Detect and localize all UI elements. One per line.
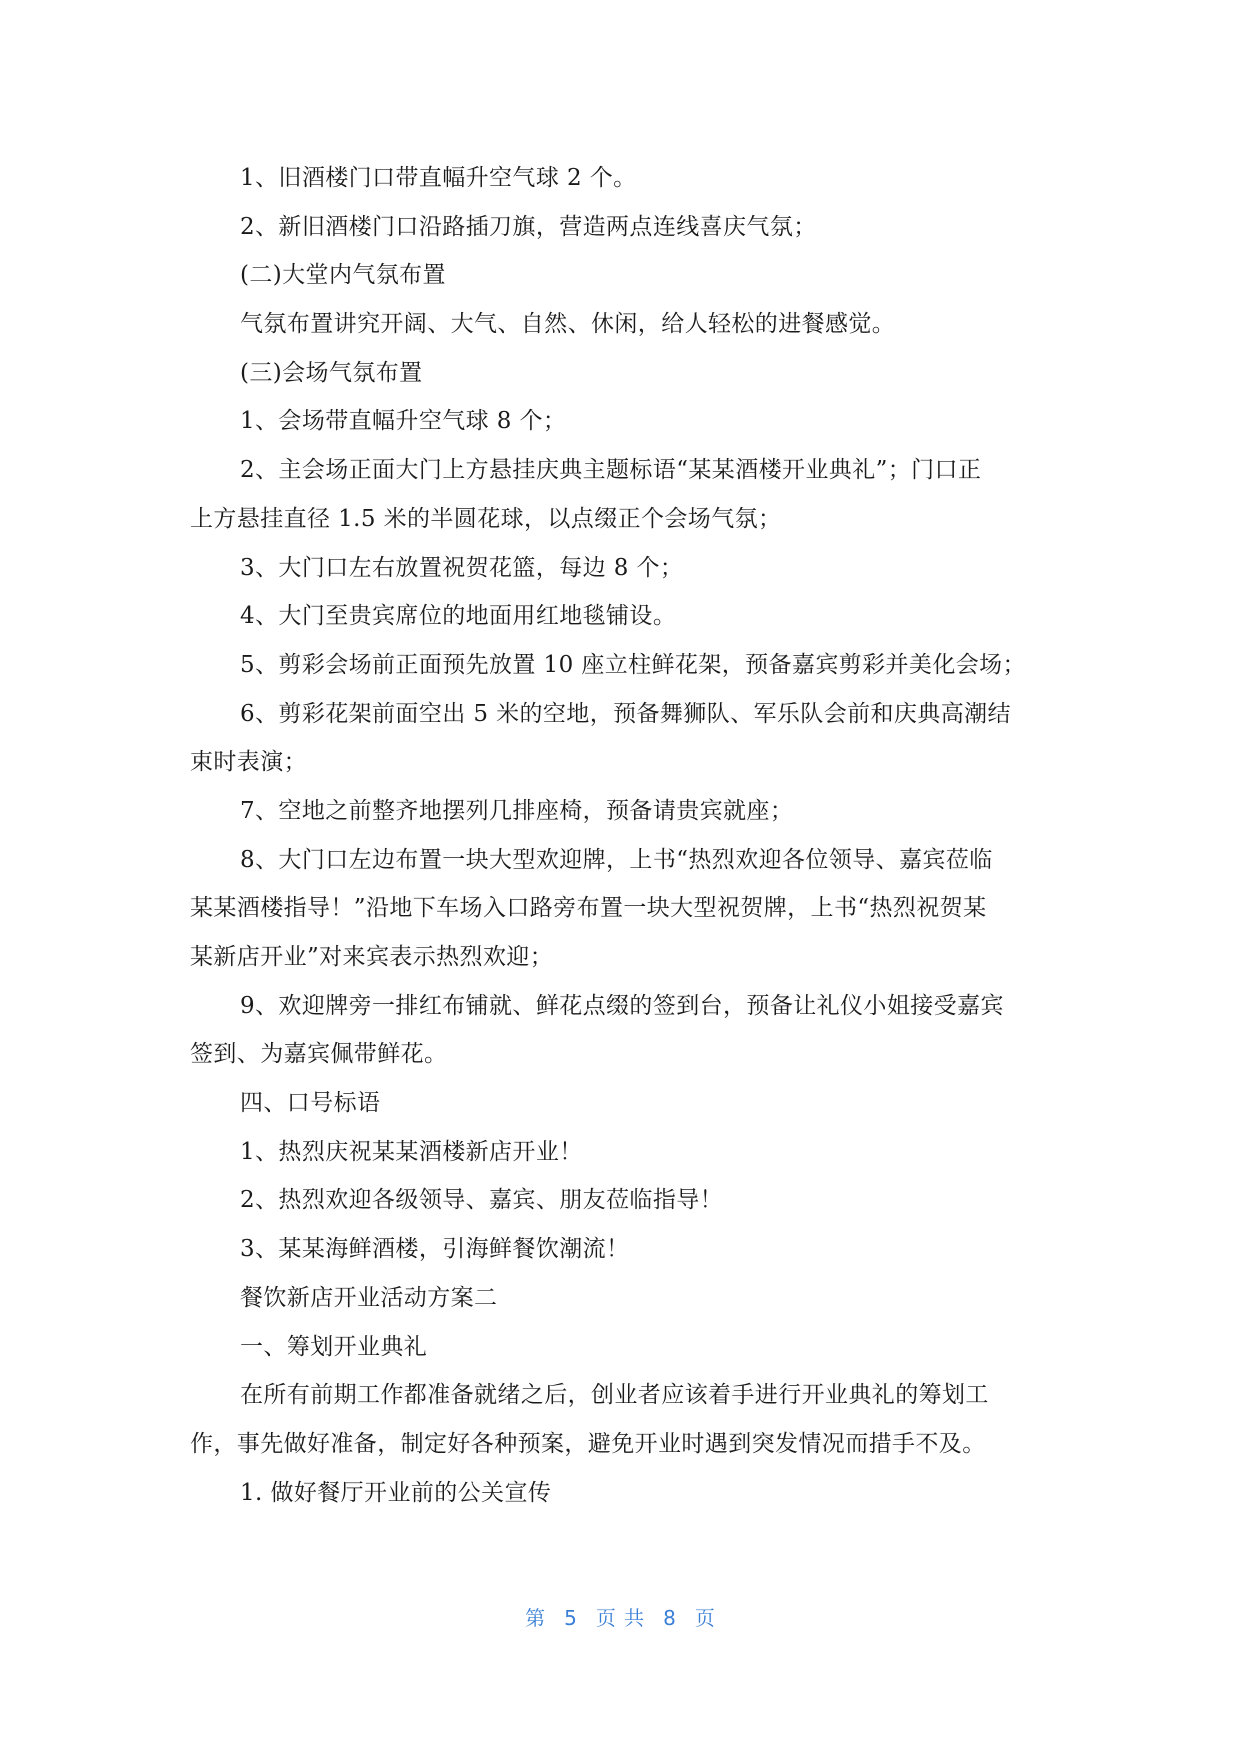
document-line: 束时表演； bbox=[190, 749, 307, 776]
document-line: 4、大门至贵宾席位的地面用红地毯铺设。 bbox=[240, 603, 677, 630]
document-line: 1、热烈庆祝某某酒楼新店开业！ bbox=[240, 1138, 583, 1165]
document-line: 餐饮新店开业活动方案二 bbox=[240, 1284, 498, 1311]
document-line: 9、欢迎牌旁一排红布铺就、鲜花点缀的签到台，预备让礼仪小姐接受嘉宾 bbox=[240, 992, 1004, 1019]
footer-total-pages: 8 bbox=[663, 1606, 677, 1630]
document-line: 签到、为嘉宾佩带鲜花。 bbox=[190, 1041, 448, 1068]
document-line: 2、主会场正面大门上方悬挂庆典主题标语“某某酒楼开业典礼”；门口正 bbox=[240, 457, 982, 484]
document-body bbox=[190, 154, 1052, 1517]
footer-label-pages: 页 bbox=[694, 1606, 716, 1630]
document-line: 2、热烈欢迎各级领导、嘉宾、朋友莅临指导！ bbox=[240, 1187, 724, 1214]
document-line: 1、旧酒楼门口带直幅升空气球 2 个。 bbox=[240, 165, 637, 191]
document-line: 1. 做好餐厅开业前的公关宣传 bbox=[240, 1479, 552, 1506]
document-line: 1、会场带直幅升空气球 8 个； bbox=[240, 408, 567, 435]
document-line: 5、剪彩会场前正面预先放置 10 座立柱鲜花架，预备嘉宾剪彩并美化会场； bbox=[240, 651, 1026, 678]
document-line: 2、新旧酒楼门口沿路插刀旗，营造两点连线喜庆气氛； bbox=[240, 213, 817, 240]
document-line: 在所有前期工作都准备就绪之后，创业者应该着手进行开业典礼的筹划工 bbox=[240, 1382, 989, 1409]
footer-current-page: 5 bbox=[564, 1606, 578, 1630]
footer-label-of: 页 共 bbox=[595, 1606, 646, 1630]
document-line: 气氛布置讲究开阔、大气、自然、休闲，给人轻松的进餐感觉。 bbox=[240, 311, 896, 338]
document-line: 四、口号标语 bbox=[240, 1090, 381, 1117]
document-line: 作，事先做好准备，制定好各种预案，避免开业时遇到突发情况而措手不及。 bbox=[190, 1430, 986, 1457]
document-line: 3、某某海鲜酒楼，引海鲜餐饮潮流！ bbox=[240, 1236, 630, 1263]
document-line: 8、大门口左边布置一块大型欢迎牌，上书“热烈欢迎各位领导、嘉宾莅临 bbox=[240, 846, 993, 873]
document-line: 某某酒楼指导！”沿地下车场入口路旁布置一块大型祝贺牌，上书“热烈祝贺某 bbox=[190, 895, 987, 922]
document-line: 一、筹划开业典礼 bbox=[240, 1333, 428, 1360]
document-line: 3、大门口左右放置祝贺花篮，每边 8 个； bbox=[240, 554, 684, 581]
document-line: 7、空地之前整齐地摆列几排座椅，预备请贵宾就座； bbox=[240, 797, 794, 824]
footer-label-page: 第 bbox=[525, 1606, 547, 1630]
document-line: (三)会场气氛布置 bbox=[240, 359, 423, 386]
document-line: 6、剪彩花架前面空出 5 米的空地，预备舞狮队、军乐队会前和庆典高潮结 bbox=[240, 700, 1011, 727]
page-footer bbox=[0, 1602, 1241, 1631]
document-line: 某新店开业”对来宾表示热烈欢迎； bbox=[190, 944, 554, 970]
document-line: (二)大堂内气氛布置 bbox=[240, 262, 446, 289]
document-line: 上方悬挂直径 1.5 米的半圆花球，以点缀正个会场气氛； bbox=[190, 505, 782, 532]
